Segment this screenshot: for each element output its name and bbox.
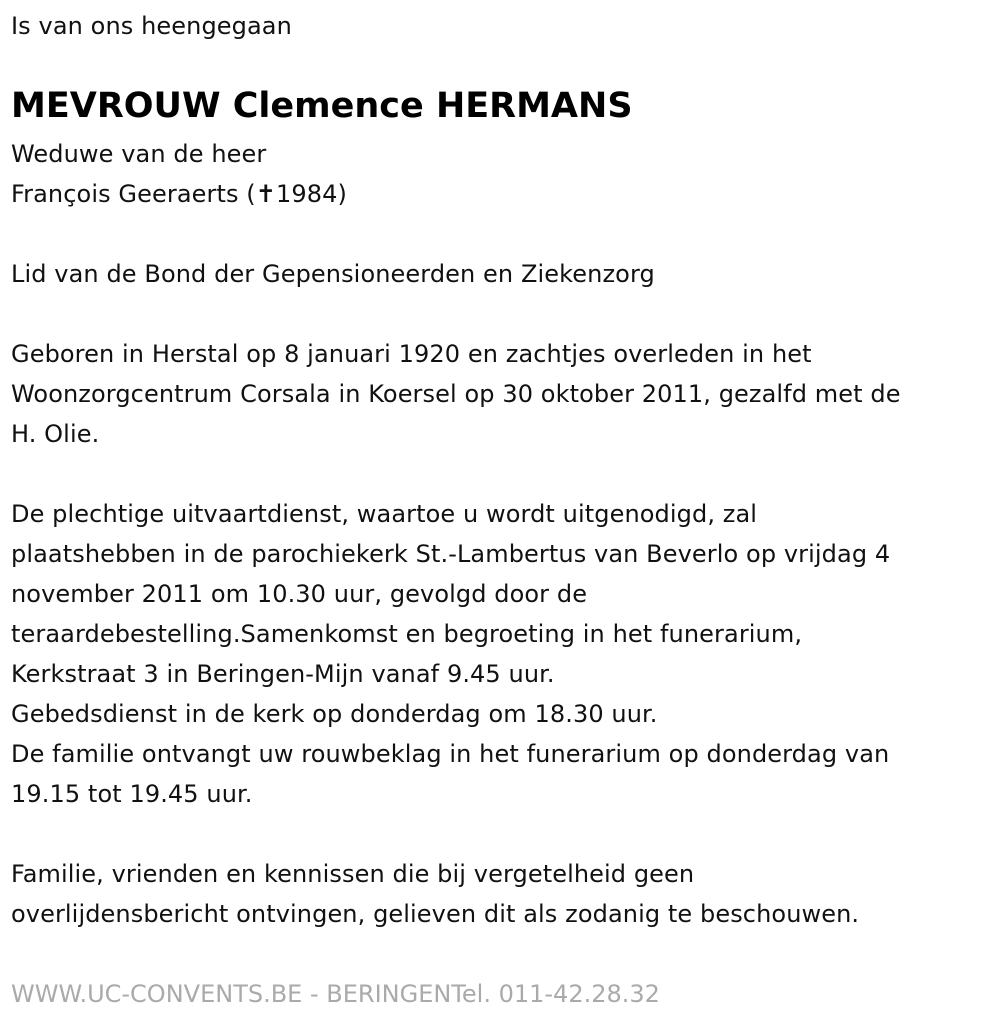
service-line: De plechtige uitvaartdienst, waartoe u wordt uitgenodigd, zal xyxy=(11,500,758,528)
membership-text: Lid van de Bond der Gepensioneerden en Ziekenzorg xyxy=(11,260,655,288)
service-line: Kerkstraat 3 in Beringen-Mijn vanaf 9.45 uur. xyxy=(11,660,555,688)
service-line: 19.15 tot 19.45 uur. xyxy=(11,780,253,808)
closing-line: overlijdensbericht ontvingen, gelieven dit als zodanig te beschouwen. xyxy=(11,900,860,928)
service-line: november 2011 om 10.30 uur, gevolgd door de xyxy=(11,580,588,608)
birth-death-line: H. Olie. xyxy=(11,420,100,448)
footer-contact: WWW.UC-CONVENTS.BE - BERINGENTel. 011-42.28.32 xyxy=(11,980,660,1008)
service-line: teraardebestelling.Samenkomst en begroeting in het funerarium, xyxy=(11,620,803,648)
closing-line: Familie, vrienden en kennissen die bij vergetelheid geen xyxy=(11,860,695,888)
service-line: plaatshebben in de parochiekerk St.-Lambertus van Beverlo op vrijdag 4 xyxy=(11,540,891,568)
spouse-line: Weduwe van de heer xyxy=(11,140,267,168)
birth-death-line: Geboren in Herstal op 8 januari 1920 en zachtjes overleden in het xyxy=(11,340,812,368)
intro-text: Is van ons heengegaan xyxy=(11,12,292,40)
service-line: Gebedsdienst in de kerk op donderdag om 18.30 uur. xyxy=(11,700,658,728)
deceased-name: MEVROUW Clemence HERMANS xyxy=(11,86,633,126)
birth-death-line: Woonzorgcentrum Corsala in Koersel op 30 oktober 2011, gezalfd met de xyxy=(11,380,901,408)
service-line: De familie ontvangt uw rouwbeklag in het funerarium op donderdag van xyxy=(11,740,890,768)
spouse-line: François Geeraerts (✝1984) xyxy=(11,180,347,208)
